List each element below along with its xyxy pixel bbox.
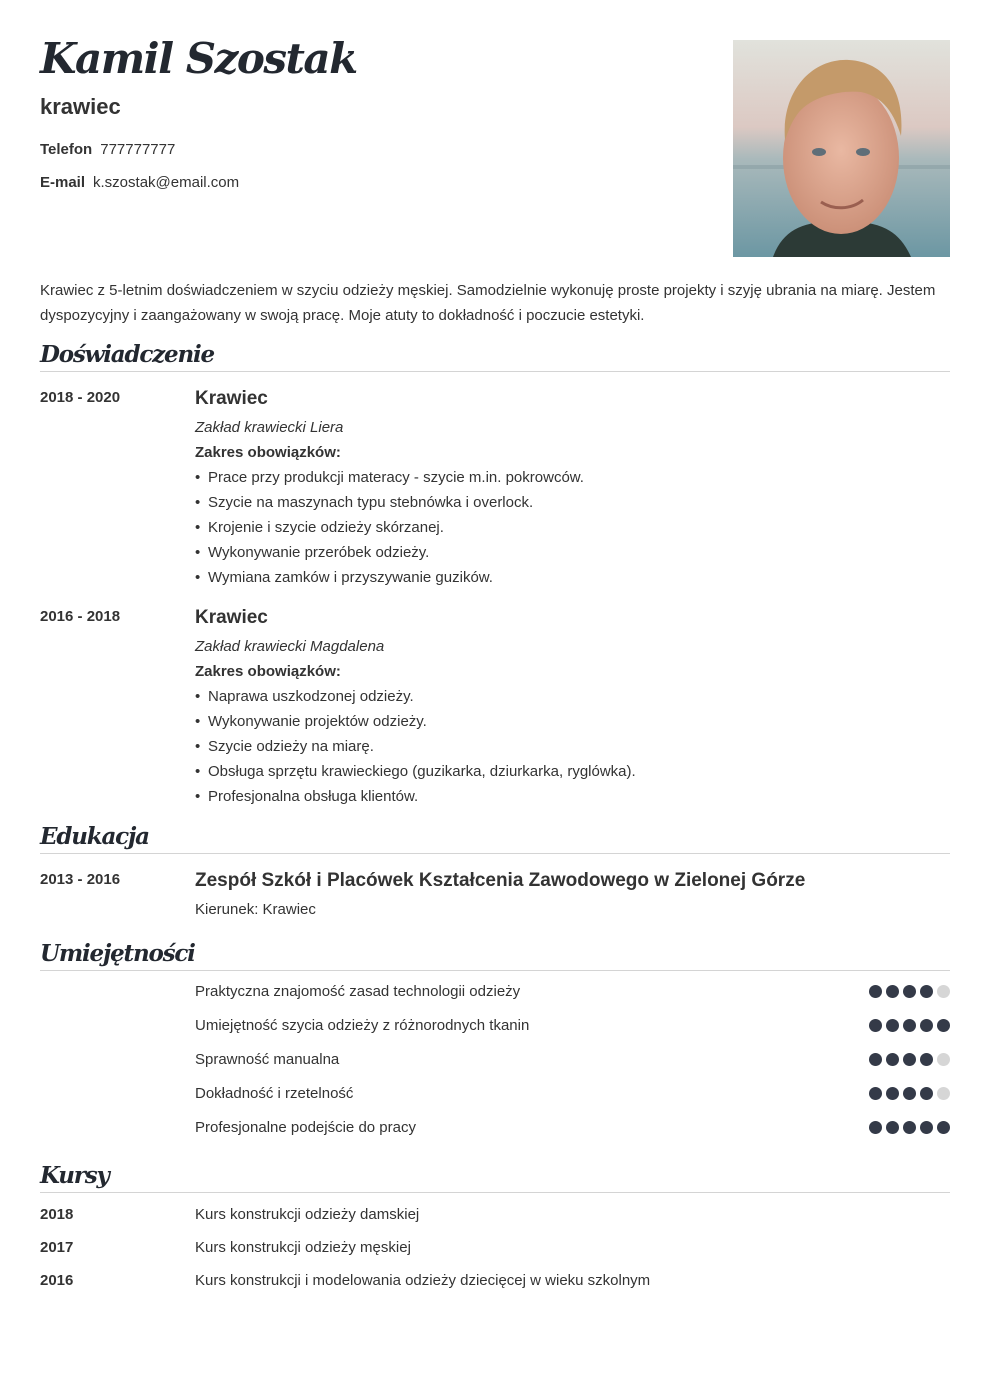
duty-item: • Szycie na maszynach typu stebnówka i overlock.	[195, 490, 950, 515]
rating-dot-filled-icon	[869, 1121, 882, 1134]
courses-section	[40, 1159, 950, 1298]
entry-date: 2016 - 2018	[40, 608, 121, 625]
rating-dot-filled-icon	[869, 1053, 882, 1066]
course-name: Kurs konstrukcji i modelowania odzieży dziecięcej w wieku szkolnym	[195, 1272, 651, 1289]
skill-row	[40, 1112, 950, 1146]
duties-list	[195, 684, 950, 809]
course-year: 2016	[40, 1272, 74, 1289]
duty-item: • Obsługa sprzętu krawieckiego (guzikarka, dziurkarka, ryglówka).	[195, 759, 950, 784]
duty-item: • Wykonywanie przeróbek odzieży.	[195, 540, 950, 565]
school-name: Zespół Szkół i Placówek Kształcenia Zawodowego w Zielonej Górze	[195, 870, 806, 891]
section-title-courses: Kursy	[40, 1159, 950, 1193]
contact-email	[40, 174, 239, 191]
rating-dot-filled-icon	[937, 1121, 950, 1134]
rating-dot-filled-icon	[903, 1053, 916, 1066]
skill-row	[40, 1078, 950, 1112]
resume-header	[40, 0, 950, 270]
entry-date: 2013 - 2016	[40, 871, 121, 888]
rating-dot-filled-icon	[920, 1087, 933, 1100]
contact-label: E-mail	[40, 174, 86, 191]
course-year: 2018	[40, 1206, 74, 1223]
rating-dot-filled-icon	[886, 1121, 899, 1134]
experience-section	[40, 338, 950, 809]
entry-position: Krawiec	[195, 607, 268, 628]
rating-dot-filled-icon	[903, 985, 916, 998]
duty-item: • Krojenie i szycie odzieży skórzanej.	[195, 515, 950, 540]
education-section	[40, 820, 950, 922]
rating-dot-filled-icon	[886, 1019, 899, 1032]
entry-company: Zakład krawiecki Liera	[195, 419, 344, 436]
entry-position: Krawiec	[195, 388, 268, 409]
section-title-experience: Doświadczenie	[40, 338, 950, 372]
rating-dot-empty-icon	[937, 985, 950, 998]
entry-date: 2018 - 2020	[40, 389, 121, 406]
course-row	[40, 1265, 950, 1298]
course-row	[40, 1232, 950, 1265]
rating-dot-filled-icon	[903, 1121, 916, 1134]
course-row	[40, 1199, 950, 1232]
skill-rating	[869, 985, 950, 998]
skill-rating	[869, 1121, 950, 1134]
section-title-education: Edukacja	[40, 820, 950, 854]
rating-dot-filled-icon	[937, 1019, 950, 1032]
skills-section	[40, 937, 950, 1146]
skill-name: Profesjonalne podejście do pracy	[195, 1119, 416, 1136]
duty-item: • Wymiana zamków i przyszywanie guzików.	[195, 565, 950, 590]
courses-list	[40, 1199, 950, 1298]
candidate-name: Kamil Szostak	[40, 34, 357, 83]
duty-item: • Wykonywanie projektów odzieży.	[195, 709, 950, 734]
skill-name: Dokładność i rzetelność	[195, 1085, 354, 1102]
rating-dot-filled-icon	[886, 985, 899, 998]
duty-item: • Naprawa uszkodzonej odzieży.	[195, 684, 950, 709]
course-name: Kurs konstrukcji odzieży męskiej	[195, 1239, 411, 1256]
rating-dot-filled-icon	[869, 1087, 882, 1100]
rating-dot-filled-icon	[920, 985, 933, 998]
skill-row	[40, 976, 950, 1010]
experience-entry	[40, 386, 950, 590]
skill-rating	[869, 1019, 950, 1032]
skill-rating	[869, 1053, 950, 1066]
rating-dot-empty-icon	[937, 1053, 950, 1066]
duty-item: • Szycie odzieży na miarę.	[195, 734, 950, 759]
profile-photo	[733, 40, 950, 257]
skill-name: Sprawność manualna	[195, 1051, 340, 1068]
skill-row	[40, 1044, 950, 1078]
education-detail: Kierunek: Krawiec	[195, 901, 316, 918]
contact-label: Telefon	[40, 141, 93, 158]
duty-item: • Prace przy produkcji materacy - szycie m.in. pokrowców.	[195, 465, 950, 490]
duties-label: Zakres obowiązków:	[195, 444, 341, 461]
skill-row	[40, 1010, 950, 1044]
profile-summary: Krawiec z 5-letnim doświadczeniem w szyciu odzieży męskiej. Samodzielnie wykonuję proste projekty i szyję ubrania na miarę. Jestem dyspozycyjny i zaangażowany w swoją pracę. Moje atuty to dokładność i poczucie estetyki.	[40, 282, 936, 324]
entry-company: Zakład krawiecki Magdalena	[195, 638, 385, 655]
contact-value: k.szostak@email.com	[93, 174, 240, 191]
rating-dot-filled-icon	[903, 1087, 916, 1100]
section-title-skills: Umiejętności	[40, 937, 950, 971]
education-entry	[40, 868, 950, 922]
rating-dot-empty-icon	[937, 1087, 950, 1100]
rating-dot-filled-icon	[920, 1019, 933, 1032]
rating-dot-filled-icon	[920, 1121, 933, 1134]
skill-name: Umiejętność szycia odzieży z różnorodnych tkanin	[195, 1017, 530, 1034]
skills-list	[40, 976, 950, 1146]
rating-dot-filled-icon	[920, 1053, 933, 1066]
contact-phone	[40, 141, 175, 158]
entry-body	[195, 868, 950, 922]
rating-dot-filled-icon	[886, 1053, 899, 1066]
job-title: krawiec	[40, 94, 121, 119]
portrait-image-icon	[733, 40, 950, 257]
experience-entry	[40, 605, 950, 809]
skill-rating	[869, 1087, 950, 1100]
course-year: 2017	[40, 1239, 74, 1256]
contact-value: 777777777	[100, 141, 176, 158]
rating-dot-filled-icon	[869, 985, 882, 998]
duties-label: Zakres obowiązków:	[195, 663, 341, 680]
duty-item: • Profesjonalna obsługa klientów.	[195, 784, 950, 809]
resume-page	[40, 0, 950, 1289]
skill-name: Praktyczna znajomość zasad technologii odzieży	[195, 983, 521, 1000]
entry-body	[195, 386, 950, 590]
rating-dot-filled-icon	[903, 1019, 916, 1032]
rating-dot-filled-icon	[869, 1019, 882, 1032]
entry-body	[195, 605, 950, 809]
rating-dot-filled-icon	[886, 1087, 899, 1100]
duties-list	[195, 465, 950, 590]
course-name: Kurs konstrukcji odzieży damskiej	[195, 1206, 420, 1223]
